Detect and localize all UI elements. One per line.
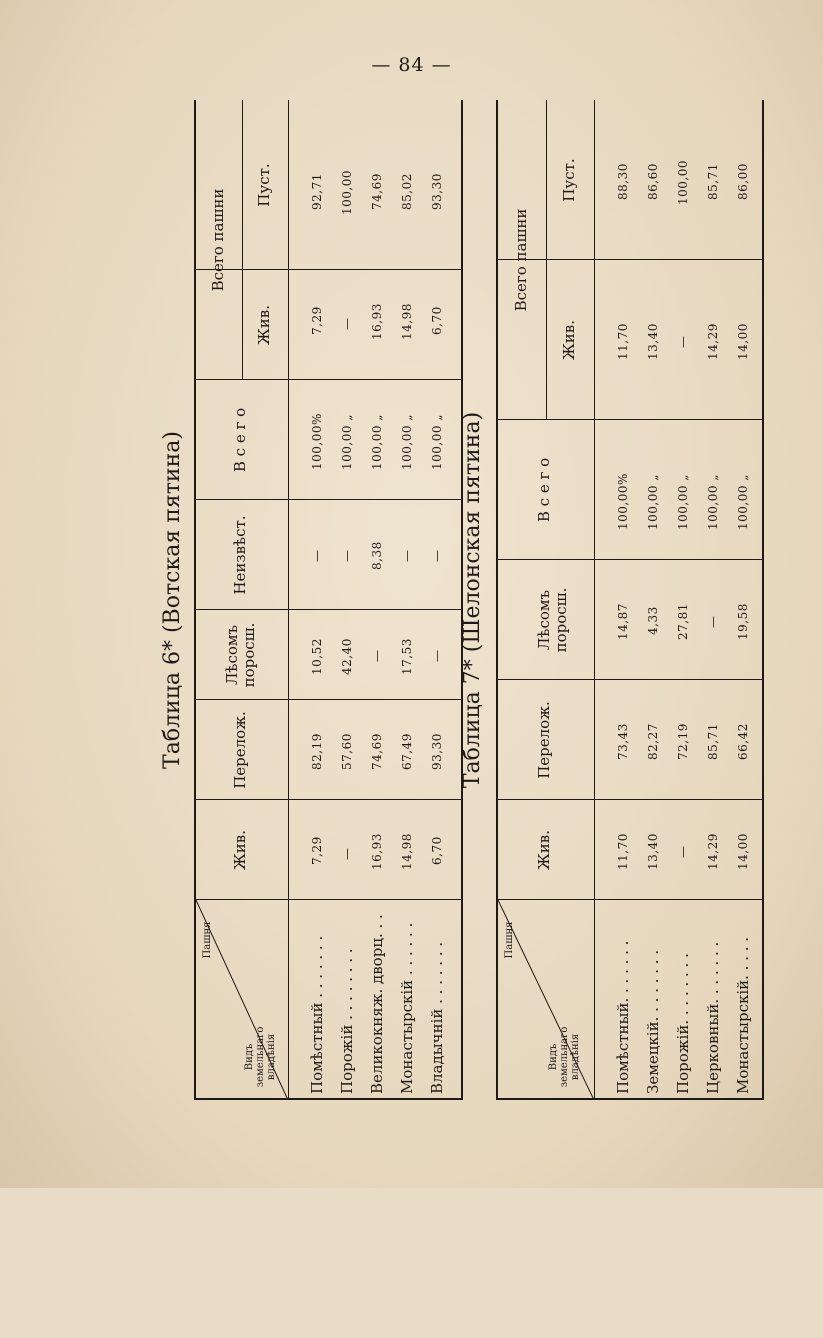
row-label: Порожій . . . . . . . .	[338, 948, 356, 1094]
header-neizv: Неизвѣст.	[231, 515, 249, 595]
cell-perelozh: 85,71	[706, 723, 720, 760]
cell-lesom: —	[706, 615, 720, 628]
cell-vsego: 100,00 „	[340, 413, 354, 470]
cell-neizv: 8,38	[370, 541, 384, 570]
cell-perelozh: 93,30	[430, 733, 444, 770]
header-pust: Пуст.	[255, 163, 273, 207]
table-7-wrapper	[460, 100, 770, 1100]
table-row	[304, 100, 334, 1100]
table-row	[364, 100, 394, 1100]
row-label: Помѣстный . . . . . . .	[308, 935, 326, 1094]
cell-ziv: 16,93	[370, 833, 384, 870]
corner-top-label: Пашня	[202, 921, 213, 959]
cell-ziv2: 14,00	[736, 323, 750, 360]
cell-ziv2: 14,29	[706, 323, 720, 360]
cell-perelozh: 57,60	[340, 733, 354, 770]
cell-lesom: 4,33	[646, 606, 660, 635]
table-6-frame	[194, 100, 463, 1100]
cell-vsego: 100,00 „	[400, 413, 414, 470]
table-row	[730, 100, 760, 1100]
cell-ziv: —	[676, 845, 690, 858]
table-row	[640, 100, 670, 1100]
table-6-wrapper	[160, 100, 460, 1100]
cell-pust: 86,00	[736, 163, 750, 200]
cell-ziv2: 11,70	[616, 323, 630, 360]
table-row	[394, 100, 424, 1100]
cell-pust: 93,30	[430, 173, 444, 210]
table-row	[700, 100, 730, 1100]
page-number: — 84 —	[371, 54, 452, 76]
header-pust: Пуст.	[560, 158, 578, 202]
cell-vsego: 100,00%	[310, 413, 324, 470]
row-label: Монастырскій . . . . . .	[398, 922, 416, 1094]
cell-vsego: 100,00 „	[370, 413, 384, 470]
cell-lesom: 27,81	[676, 603, 690, 640]
table-7-title: Таблица 7* (Шелонская пятина)	[460, 411, 485, 789]
corner-bottom-label: Видъ земельнаго владѣнія	[548, 1026, 581, 1088]
cell-ziv: —	[340, 847, 354, 860]
table-row	[670, 100, 700, 1100]
cell-pust: 88,30	[616, 163, 630, 200]
row-label: Порожій. . . . . . . .	[674, 953, 692, 1094]
header-bottom	[288, 100, 289, 1100]
cell-pust: 92,71	[310, 173, 324, 210]
cell-lesom: —	[430, 649, 444, 662]
cell-vsego: 100,00 „	[736, 473, 750, 530]
cell-pust: 85,71	[706, 163, 720, 200]
corner-bottom-label: Видъ земельнаго владѣнія	[244, 1026, 277, 1088]
header-vsego: В с е г о	[535, 457, 553, 523]
cell-lesom: 14,87	[616, 603, 630, 640]
corner-top-label: Пашня	[504, 921, 515, 959]
table-7-frame	[496, 100, 764, 1100]
cell-lesom: 42,40	[340, 638, 354, 675]
cell-perelozh: 66,42	[736, 723, 750, 760]
cell-perelozh: 82,19	[310, 733, 324, 770]
cell-lesom: 17,53	[400, 638, 414, 675]
cell-ziv2: —	[340, 317, 354, 330]
cell-ziv: 14,98	[400, 833, 414, 870]
row-label: Монастырскій. . . . .	[734, 936, 752, 1094]
cell-perelozh: 82,27	[646, 723, 660, 760]
cell-vsego: 100,00 „	[646, 473, 660, 530]
table-row	[610, 100, 640, 1100]
cell-ziv2: 6,70	[430, 306, 444, 335]
cell-ziv: 13,40	[646, 833, 660, 870]
cell-lesom: 10,52	[310, 638, 324, 675]
header-vsego-pashni: Всего пашни	[209, 188, 227, 292]
cell-pust: 100,00	[676, 160, 690, 205]
cell-neizv: —	[400, 549, 414, 562]
header-ziv: Жив.	[535, 829, 553, 871]
header-bottom	[594, 100, 595, 1100]
header-perelozh: Перелож.	[535, 701, 553, 779]
cell-ziv: 11,70	[616, 833, 630, 870]
cell-perelozh: 72,19	[676, 723, 690, 760]
header-ziv: Жив.	[231, 829, 249, 871]
cell-neizv: —	[430, 549, 444, 562]
cell-ziv2: 14,98	[400, 303, 414, 340]
header-ziv2: Жив.	[255, 304, 273, 346]
cell-perelozh: 67,49	[400, 733, 414, 770]
cell-pust: 86,60	[646, 163, 660, 200]
header-perelozh: Перелож.	[231, 711, 249, 789]
table-row	[424, 100, 454, 1100]
row-label: Церковный. . . . . . .	[704, 941, 722, 1094]
header-vsego-pashni: Всего пашни	[512, 208, 530, 312]
cell-neizv: —	[310, 549, 324, 562]
cell-ziv: 14,00	[736, 833, 750, 870]
cell-ziv: 7,29	[310, 836, 324, 865]
cell-ziv: 6,70	[430, 836, 444, 865]
row-label: Владычній . . . . . . .	[428, 941, 446, 1094]
cell-vsego: 100,00 „	[676, 473, 690, 530]
cell-pust: 100,00	[340, 170, 354, 215]
cell-ziv2: 16,93	[370, 303, 384, 340]
cell-ziv: 14,29	[706, 833, 720, 870]
header-ziv2: Жив.	[560, 319, 578, 361]
cell-vsego: 100,00%	[616, 473, 630, 530]
table-6-title: Таблица 6* (Вотская пятина)	[160, 431, 185, 769]
cell-ziv2: —	[676, 335, 690, 348]
cell-vsego: 100,00 „	[706, 473, 720, 530]
cell-vsego: 100,00 „	[430, 413, 444, 470]
cell-lesom: 19,58	[736, 603, 750, 640]
row-label: Земецкій. . . . . . . .	[644, 949, 662, 1094]
cell-pust: 85,02	[400, 173, 414, 210]
cell-lesom: —	[370, 649, 384, 662]
header-vsego: В с е г о	[231, 407, 249, 473]
cell-pust: 74,69	[370, 173, 384, 210]
row-label: Помѣстный. . . . . . .	[614, 940, 632, 1094]
row-label: Великокняж. дворц. . .	[368, 914, 386, 1094]
cell-perelozh: 73,43	[616, 723, 630, 760]
cell-perelozh: 74,69	[370, 733, 384, 770]
header-lesom: Лѣсомъ поросш.	[535, 587, 570, 653]
cell-neizv: —	[340, 549, 354, 562]
cell-ziv2: 7,29	[310, 306, 324, 335]
table-row	[334, 100, 364, 1100]
cell-ziv2: 13,40	[646, 323, 660, 360]
header-divider	[242, 100, 243, 380]
header-lesom: Лѣсомъ поросш.	[223, 622, 258, 688]
header-divider	[546, 100, 547, 420]
